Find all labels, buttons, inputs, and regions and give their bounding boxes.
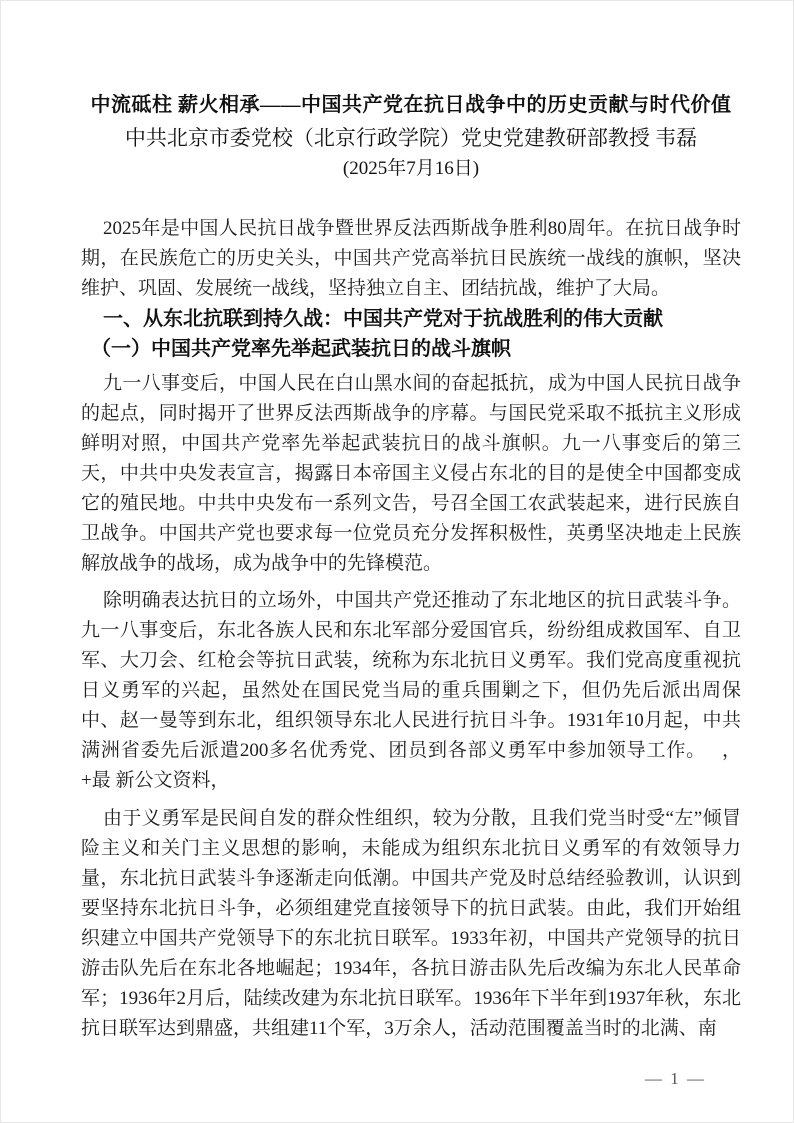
paragraph-armed-resistance-banner: 九一八事变后，中国人民在白山黑水间的奋起抵抗，成为中国人民抗日战争的起点，同时揭开了世界反法西斯战争的序幕。与国民党采取不抵抗主义形成鲜明对照，中国共产党率先举起武装抗日的战斗旗帜。九一八事变后的第三天，中共中央发表宣言，揭露日本帝国主义侵占东北的目的是使全中国都变成它的殖民地。中共中央发布一系列文告，号召全国工农武装起来，进行民族自卫战争。中国共产党也要求每一位党员充分发挥积极性，英勇坚决地走上民族解放战争的战场，成为战争中的先锋模范。 xyxy=(81,373,741,574)
author-affiliation-line: 中共北京市委党校（北京行政学院）党史党建教研部教授 韦磊 xyxy=(124,126,698,150)
document-date: (2025年7月16日) xyxy=(342,158,480,179)
section-heading-1: 一、从东北抗联到持久战：中国共产党对于抗战胜利的伟大贡献 xyxy=(103,308,663,330)
document-title: 中流砥柱 薪火相承——中国共产党在抗日战争中的历史贡献与时代价值 xyxy=(90,94,732,116)
paragraph-northeast-united-army: 由于义勇军是民间自发的群众性组织，较为分散，且我们党当时受“左”倾冒险主义和关门主义思想的影响，未能成为组织东北抗日义勇军的有效领导力量，东北抗日武装斗争逐渐走向低潮。中国共产党及时总结经验教训，认识到要坚持东北抗日斗争，必须组建党直接领导下的抗日武装。由此，我们开始组织建立中国共产党领导下的东北抗日联军。1933年初，中国共产党领导的抗日游击队先后在东北各地崛起；1934年，各抗日游击队先后改编为东北人民革命军；1936年2月后，陆续改建为东北抗日联军。1936年下半年到1937年秋，东北抗日联军达到鼎盛，共组建11个军，3万余人，活动范围覆盖当时的北满、南 xyxy=(81,808,741,1039)
page-number: — 1 — xyxy=(645,1069,706,1088)
document-content xyxy=(81,1,741,1044)
paragraph-northeast-volunteer-armies: 除明确表达抗日的立场外，中国共产党还推动了东北地区的抗日武装斗争。九一八事变后，东北各族人民和东北军部分爱国官兵，纷纷组成救国军、自卫军、大刀会、红枪会等抗日武装，统称为东北抗日义勇军。我们党高度重视抗日义勇军的兴起，虽然处在国民党当局的重兵围剿之下，但仍先后派出周保中、赵一曼等到东北，组织领导东北人民进行抗日斗争。1931年10月起，中共满洲省委先后派遣200多名优秀党、团员到各部义勇军中参加领导工作。 ，+最 新公文资料， xyxy=(81,590,741,791)
subsection-heading-1-1: （一）中国共产党率先举起武装抗日的战斗旗帜 xyxy=(91,338,511,360)
paragraph-intro: 2025年是中国人民抗日战争暨世界反法西斯战争胜利80周年。在抗日战争时期，在民族危亡的历史关头，中国共产党高举抗日民族统一战线的旗帜，坚决维护、巩固、发展统一战线，坚持独立自主、团结抗战，维护了大局。 xyxy=(81,218,741,299)
